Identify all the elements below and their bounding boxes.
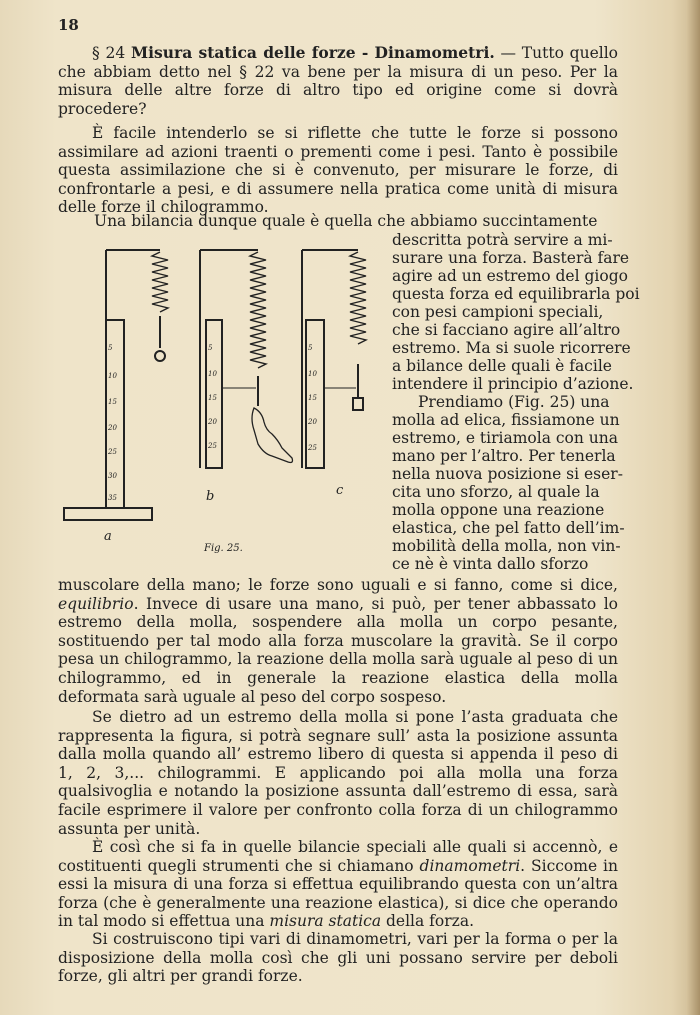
side-line: mobilità della molla, non vin- (392, 537, 621, 555)
side-line: che si facciano agire all’altro (392, 321, 621, 339)
scale-mark: 20 (108, 424, 117, 432)
side-line: nella nuova posizione si eser- (392, 465, 623, 483)
scale-mark: 25 (308, 444, 317, 452)
figure-caption: Fig. 25. (204, 543, 243, 554)
side-line: a bilance delle quali è facile (392, 357, 612, 375)
side-line: descritta potrà servire a mi- (392, 231, 613, 249)
side-line: molla oppone una reazione (392, 501, 605, 519)
side-line: mano per l’altro. Per tenerla (392, 447, 616, 465)
scale-mark: 5 (208, 344, 213, 352)
paragraph-2: È facile intenderlo se si riflette che tutte le forze si possono assimilare ad azioni traenti o prementi come i pesi. Tanto è possibile questa assimilazione che si è convenuto, per misurare le forze, di confrontarle a pesi, e di assumere nella pratica come unità di misura delle forze il chilogrammo. (58, 124, 618, 217)
italic-term: equilibrio (58, 594, 134, 613)
side-line: estremo. Ma si suole ricorrere (392, 339, 631, 357)
scale-mark: 20 (208, 418, 217, 426)
scale-mark: 25 (208, 442, 217, 450)
italic-term: dinamometri (419, 856, 521, 875)
side-line: surare una forza. Basterà fare (392, 249, 630, 267)
side-line: ce nè è vinta dallo sforzo (392, 555, 589, 573)
scale-mark: 15 (208, 394, 217, 402)
scale-mark: 5 (308, 344, 313, 352)
paragraph-5-text-a: È così che si fa in quelle bilancie speciali alle quali si accennò, e costituenti quegli strumenti che si chiamano (58, 838, 618, 875)
side-line: questa forza ed equilibrarla poi (392, 285, 640, 303)
paragraph-6: Si costruiscono tipi vari di dinamometri, vari per la forma o per la disposizione della molla così che gli uni possano servire per deboli forze, gli altri per grandi forze. (58, 930, 618, 986)
side-line: agire ad un estremo del giogo (392, 267, 628, 285)
section-heading-paragraph (58, 44, 618, 118)
section-title: Misura statica delle forze - Dinamometri. (131, 43, 495, 62)
side-line: estremo, e tiriamola con una (392, 429, 618, 447)
page-edge (686, 0, 700, 1015)
italic-term: misura statica (269, 912, 382, 931)
side-line: molla ad elica, fissiamone un (392, 411, 620, 429)
scale-mark: 10 (108, 372, 117, 380)
figure-25-dynamometers (60, 238, 390, 548)
paragraph-3-first-line: Una bilancia dunque quale è quella che abbiamo succintamente (94, 212, 598, 230)
side-line: intendere il principio d’azione. (392, 375, 634, 393)
dynamometer-b (200, 250, 293, 468)
figure-label-a: a (104, 529, 112, 544)
paragraph-5 (58, 838, 618, 931)
side-line: con pesi campioni speciali, (392, 303, 604, 321)
scale-mark: 20 (308, 418, 317, 426)
page-number: 18 (58, 16, 79, 34)
section-number: § 24 (92, 44, 126, 62)
paragraph-5-text-b: . Siccome in essi la misura di una forza si effettua equilibrando questa con un’altra forza (che è generalmente una reazione elastica), si dice che operando in tal modo si effettua una (58, 856, 618, 931)
scale-mark: 35 (108, 494, 117, 502)
figure-label-c: c (336, 483, 344, 498)
heading-rest: — Tutto quello che abbiam detto nel § 22 va bene per la misura di un peso. Per la misura delle altre forze di altro tipo ed origine come si dovrà procedere? (58, 44, 618, 118)
paragraph-3-text: muscolare della mano; le forze sono uguali e si fanno, come si dice, (58, 576, 618, 594)
side-line: cita uno sforzo, al quale la (392, 483, 600, 501)
paragraph-5-text-c: della forza. (381, 912, 474, 931)
side-line: Prendiamo (Fig. 25) una (418, 393, 610, 411)
scale-mark: 10 (308, 370, 317, 378)
side-line: elastica, che pel fatto dell’im- (392, 519, 625, 537)
paragraph-3-tail: . Invece di usare una mano, si può, per tener abbassato lo estremo della molla, sospendere alla molla un corpo pesante, sostituendo per tal modo alla forza muscolare la gravità. Se il corpo pesa un chilogrammo, la reazione della molla sarà uguale al peso di un chilogrammo, ed in generale la reazione elastica della molla deformata sarà uguale al peso del corpo sospeso. (58, 594, 618, 706)
paragraph-4: Se dietro ad un estremo della molla si pone l’asta graduata che rappresenta la figura, si potrà segnare sull’ asta la posizione assunta dalla molla quando all’ estremo libero di questa si appenda il peso di 1, 2, 3,... chilogrammi. E applicando poi alla molla una forza qualsivoglia e notando la posizione assunta dall’estremo di essa, sarà facile esprimere il valore per confronto colla forza di un chilogrammo assunta per unità. (58, 708, 618, 838)
scale-mark: 30 (108, 472, 117, 480)
scale-mark: 15 (108, 398, 117, 406)
figure-label-b: b (206, 489, 215, 504)
scale-mark: 15 (308, 394, 317, 402)
scale-mark: 25 (108, 448, 117, 456)
dynamometer-c (302, 250, 366, 468)
scale-mark: 10 (208, 370, 217, 378)
paragraph-3-continued (58, 576, 618, 706)
scale-mark: 5 (108, 344, 113, 352)
